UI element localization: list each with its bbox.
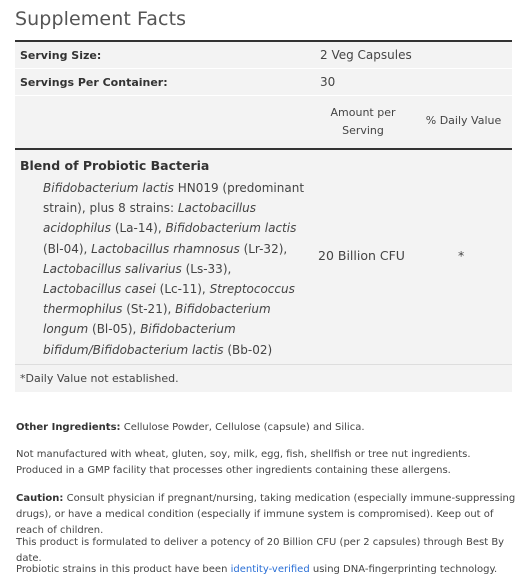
strain-code: (St-21), <box>122 302 176 317</box>
blend-daily-value: * <box>458 248 465 263</box>
blend-description <box>43 178 313 360</box>
allergen-note: Not manufactured with wheat, gluten, soy, milk, egg, fish, shellfish or tree nut ingredients. Produced in a GMP facility that processes other ingredients containing these allergens. <box>16 449 471 476</box>
caution-text: Consult physician if pregnant/nursing, taking medication (especially immune-suppressing drugs), or have a medical condition (especially if immune system is compromised). Keep out of reach of children. <box>16 493 516 536</box>
blend-title: Blend of Probiotic Bacteria <box>20 158 210 173</box>
column-header-row <box>15 96 512 148</box>
strain-name: Lactobacillus acidophilus <box>43 201 256 236</box>
serving-size-value: 2 Veg Capsules <box>320 48 412 62</box>
strain-code: (Lc-11), <box>155 282 210 297</box>
amount-per-serving-header <box>313 104 413 140</box>
other-ingredients-label: Other Ingredients: <box>16 422 121 433</box>
strains-note <box>16 562 516 578</box>
strain-code: (Bb-02) <box>223 342 273 357</box>
blend-amount-value: 20 Billion CFU <box>318 248 405 263</box>
servings-per-container-label: Servings Per Container: <box>20 75 168 89</box>
potency-note: This product is formulated to deliver a potency of 20 Billion CFU (per 2 capsules) through Best By date. <box>16 537 505 564</box>
serving-size-row <box>15 42 512 69</box>
strain-code: (Lr-32), <box>239 241 288 256</box>
strain-code: (Ls-33), <box>181 261 232 276</box>
servings-per-container-row <box>15 69 512 96</box>
caution-label: Caution: <box>16 493 64 504</box>
identity-verified-link[interactable]: identity-verified <box>230 564 310 575</box>
strain-code: (Bl-04), <box>43 241 92 256</box>
strain-code: (Bl-05), <box>88 322 141 337</box>
strain-name: Bifidobacterium lactis <box>43 181 174 195</box>
servings-per-container-value: 30 <box>320 75 336 89</box>
other-ingredients <box>16 420 516 436</box>
probiotic-blend-row <box>15 148 512 365</box>
strain-name: Bifidobacterium longum <box>43 302 271 337</box>
strain-name: Bifidobacterium bifidum/Bifidobacterium lactis <box>43 322 236 357</box>
caution-note <box>16 491 516 539</box>
strain-name: Lactobacillus casei <box>43 282 156 297</box>
strain-code: HN019 (predominant strain), plus 8 strains: <box>43 181 305 216</box>
other-ingredients-text: Cellulose Powder, Cellulose (capsule) and Silica. <box>120 422 365 433</box>
facts-panel <box>15 40 512 392</box>
daily-value-footnote: *Daily Value not established. <box>20 372 179 385</box>
strain-name: Lactobacillus salivarius <box>43 261 182 276</box>
strains-note-before: Probiotic strains in this product have been <box>16 564 231 575</box>
daily-value-header: % Daily Value <box>425 114 502 127</box>
serving-size-label: Serving Size: <box>20 48 102 62</box>
amount-header-line1: Amount per <box>330 106 396 119</box>
strain-name: Bifidobacterium lactis <box>165 221 297 236</box>
strain-name: Lactobacillus rhamnosus <box>91 241 240 256</box>
amount-header-line2: Serving <box>342 124 384 137</box>
strains-note-after: using DNA-fingerprinting technology. <box>309 564 498 575</box>
strain-code: (La-14), <box>111 221 166 236</box>
page-title: Supplement Facts <box>15 8 187 30</box>
strain-name: Streptococcus thermophilus <box>43 282 295 317</box>
